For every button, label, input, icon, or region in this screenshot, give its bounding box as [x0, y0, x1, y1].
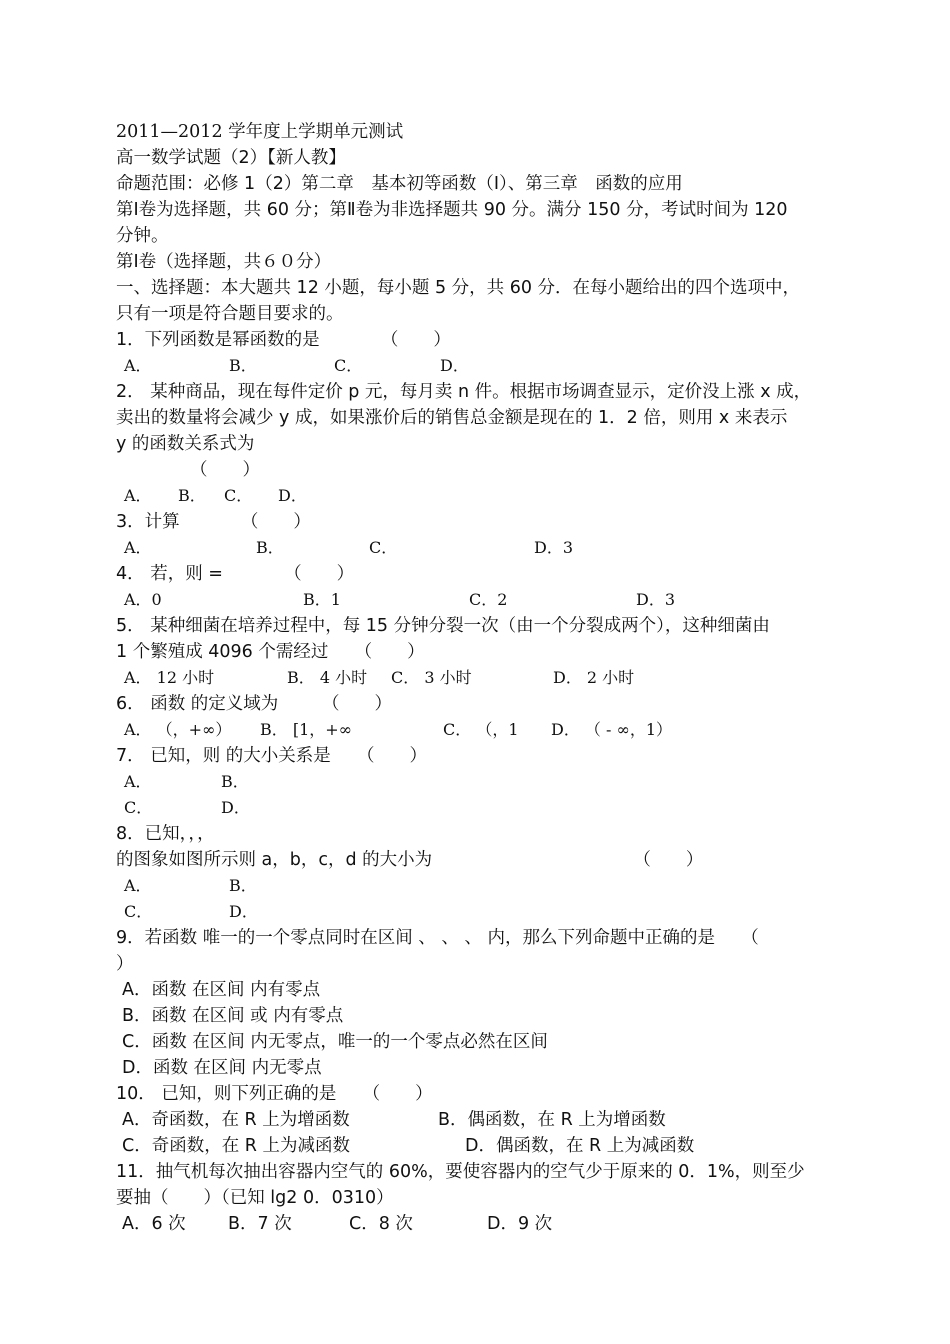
question-8-option-d: D． — [229, 902, 258, 921]
question-5-option-d: D． 2 小时 — [553, 668, 635, 687]
question-5-option-c: C． 3 小时 — [391, 668, 472, 687]
question-6-option-b: B． [1，+∞ — [260, 720, 353, 739]
question-2-stem-line-2: 卖出的数量将会减少 y 成，如果涨价后的销售总金额是现在的 1．2 倍，则用 x 来表示 — [116, 408, 788, 428]
question-2-option-c: C． — [224, 486, 253, 505]
question-6-stem: 6． 函数 的定义域为 （ ） — [116, 694, 393, 714]
question-2-stem-line-3: y 的函数关系式为 — [116, 434, 255, 454]
question-8-stem-line-1: 8．已知，，， — [116, 824, 215, 844]
exam-subtitle: 高一数学试题（2）【新人教】 — [116, 148, 346, 168]
question-10-option-a: A．奇函数，在 R 上为增函数 — [122, 1110, 350, 1130]
question-9-stem-line-1: 9．若函数 唯一的一个零点同时在区间 、 、 、 内，那么下列命题中正确的是 （ — [116, 928, 759, 948]
question-9-option-b: B．函数 在区间 或 内有零点 — [122, 1006, 344, 1026]
question-3-stem: 3．计算 （ ） — [116, 512, 311, 532]
question-9-option-c: C．函数 在区间 内无零点，唯一的一个零点必然在区间 — [122, 1032, 548, 1052]
question-8-stem-line-2: 的图象如图所示则 a，b，c，d 的大小为 （ ） — [116, 850, 704, 870]
question-1-option-a: A． — [124, 356, 152, 375]
question-1-option-b: B． — [229, 356, 257, 375]
question-9-option-d: D．函数 在区间 内无零点 — [122, 1058, 322, 1078]
question-11-option-c: C．8 次 — [349, 1214, 413, 1234]
question-5-option-a: A． 12 小时 — [124, 668, 215, 687]
question-7-stem: 7． 已知，则 的大小关系是 （ ） — [116, 746, 428, 766]
question-3-option-c: C． — [369, 538, 398, 557]
question-4-option-b: B．1 — [303, 590, 341, 609]
question-3-option-b: B． — [256, 538, 284, 557]
question-9-option-a: A．函数 在区间 内有零点 — [122, 980, 321, 1000]
question-3-option-a: A． — [124, 538, 152, 557]
question-1-option-c: C． — [334, 356, 363, 375]
question-2-option-a: A． — [124, 486, 152, 505]
question-4-option-c: C．2 — [469, 590, 508, 609]
exam-intro-line-2: 分钟。 — [116, 226, 169, 246]
question-5-stem-line-2: 1 个繁殖成 4096 个需经过 （ ） — [116, 642, 425, 662]
exam-title: 2011—2012 学年度上学期单元测试 — [116, 122, 404, 142]
question-10-option-d: D．偶函数，在 R 上为减函数 — [465, 1136, 695, 1156]
question-1-stem: 1．下列函数是幂函数的是 （ ） — [116, 330, 451, 350]
question-10-stem: 10． 已知，则下列正确的是 （ ） — [116, 1084, 433, 1104]
question-2-option-d: D． — [278, 486, 307, 505]
question-2-option-b: B． — [178, 486, 206, 505]
question-8-option-a: A． — [124, 876, 152, 895]
question-11-stem-line-1: 11．抽气机每次抽出容器内空气的 60%，要使容器内的空气少于原来的 0．1%，则至少 — [116, 1162, 805, 1182]
question-11-option-a: A．6 次 — [122, 1214, 186, 1234]
question-2-stem-line-1: 2． 某种商品，现在每件定价 p 元，每月卖 n 件。根据市场调查显示，定价没上涨 x 成， — [116, 382, 812, 402]
question-4-option-a: A．0 — [124, 590, 162, 609]
question-3-option-d: D．3 — [534, 538, 574, 557]
question-1-option-d: D． — [440, 356, 469, 375]
question-11-stem-line-2: 要抽（ ）（已知 lg2 0．0310） — [116, 1188, 394, 1208]
question-11-option-b: B．7 次 — [228, 1214, 292, 1234]
question-7-option-b: B． — [221, 772, 249, 791]
question-8-option-b: B． — [229, 876, 257, 895]
question-5-stem-line-1: 5． 某种细菌在培养过程中，每 15 分钟分裂一次（由一个分裂成两个），这种细菌由 — [116, 616, 770, 636]
question-9-stem-line-2: ） — [116, 954, 134, 974]
question-6-option-d: D． （ - ∞，1） — [551, 720, 673, 739]
question-6-option-a: A． （，+∞） — [124, 720, 232, 739]
question-5-option-b: B． 4 小时 — [287, 668, 368, 687]
question-4-stem: 4． 若，则 = （ ） — [116, 564, 355, 584]
question-7-option-a: A． — [124, 772, 152, 791]
question-8-option-c: C． — [124, 902, 153, 921]
exam-intro-line-1: 第Ⅰ卷为选择题，共 60 分；第Ⅱ卷为非选择题共 90 分。满分 150 分，考试时间为 120 — [116, 200, 788, 220]
question-10-option-b: B．偶函数，在 R 上为增函数 — [438, 1110, 666, 1130]
exam-scope: 命题范围：必修 1（2）第二章 基本初等函数（Ⅰ）、第三章 函数的应用 — [116, 174, 683, 194]
section-instructions-line-1: 一、选择题：本大题共 12 小题，每小题 5 分，共 60 分．在每小题给出的四个选项中， — [116, 278, 801, 298]
question-7-option-d: D． — [221, 798, 250, 817]
question-7-option-c: C． — [124, 798, 153, 817]
question-4-option-d: D．3 — [636, 590, 676, 609]
question-2-answer-blank: （ ） — [190, 460, 260, 480]
part-one-heading: 第Ⅰ卷（选择题，共６０分） — [116, 252, 332, 272]
question-10-option-c: C．奇函数，在 R 上为减函数 — [122, 1136, 351, 1156]
question-6-option-c: C． （，1 — [443, 720, 519, 739]
question-11-option-d: D．9 次 — [487, 1214, 553, 1234]
section-instructions-line-2: 只有一项是符合题目要求的。 — [116, 304, 344, 324]
